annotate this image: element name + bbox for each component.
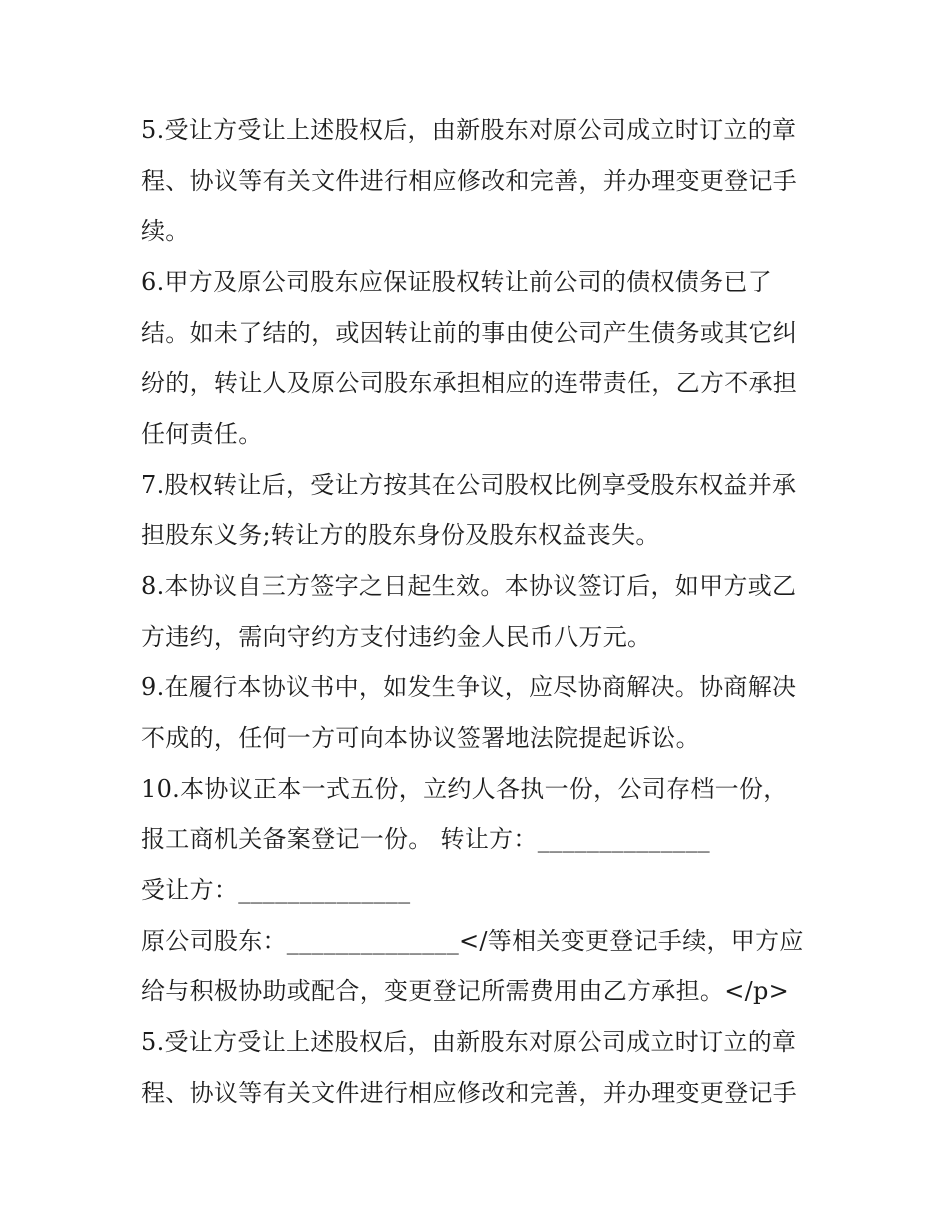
- text-line: 8.本协议自三方签字之日起生效。本协议签订后，如甲方或乙: [141, 572, 797, 600]
- text-line: 结。如未了结的，或因转让前的事由使公司产生债务或其它纠: [141, 319, 798, 347]
- text-line: 纷的，转让人及原公司股东承担相应的连带责任，乙方不承担: [141, 369, 798, 397]
- text-line: 任何责任。: [141, 420, 263, 448]
- text-line: 5.受让方受让上述股权后，由新股东对原公司成立时订立的章: [141, 1028, 797, 1056]
- text-line: 9.在履行本协议书中，如发生争议，应尽协商解决。协商解决: [141, 673, 797, 701]
- text-line: 程、协议等有关文件进行相应修改和完善，并办理变更登记手: [141, 167, 798, 195]
- text-line: 给与积极协助或配合，变更登记所需费用由乙方承担。</p>: [141, 977, 790, 1005]
- text-line: 原公司股东：______________</等相关变更登记手续，甲方应: [141, 927, 804, 955]
- text-line: 程、协议等有关文件进行相应修改和完善，并办理变更登记手: [141, 1079, 798, 1107]
- text-line: 10.本协议正本一式五份，立约人各执一份，公司存档一份，: [141, 775, 788, 803]
- text-line: 报工商机关备案登记一份。 转让方：______________: [141, 825, 710, 853]
- text-line: 担股东义务;转让方的股东身份及股东权益丧失。: [141, 521, 660, 549]
- text-line: 续。: [141, 217, 190, 245]
- text-line: 方违约，需向守约方支付违约金人民币八万元。: [141, 623, 652, 651]
- text-line: 5.受让方受让上述股权后，由新股东对原公司成立时订立的章: [141, 116, 797, 144]
- text-line: 7.股权转让后，受让方按其在公司股权比例享受股东权益并承: [141, 471, 797, 499]
- text-line: 6.甲方及原公司股东应保证股权转让前公司的债权债务已了: [141, 268, 772, 296]
- text-line: 不成的，任何一方可向本协议签署地法院提起诉讼。: [141, 724, 700, 752]
- text-line: 受让方：______________: [141, 876, 411, 904]
